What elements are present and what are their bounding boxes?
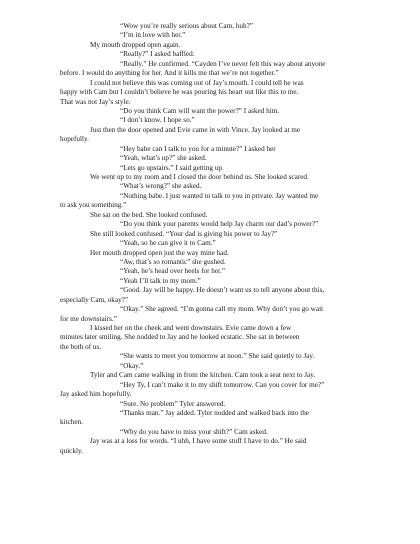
text-line: “Do you think Cam will want the power?” I asked him. [120, 106, 280, 115]
text-line: Jay was at a loss for words. “I uhh, I have some stuff I have to do.” He said [90, 437, 307, 446]
text-line: Tyler and Cam came walking in from the kitchen. Cam took a seat next to Jay. [90, 371, 316, 380]
text-line: “Nothing babe. I just wanted to talk to you in private. Jay wanted me [120, 191, 319, 200]
text-line: before. I would do anything for her. And it kills me that we’re not together.” [60, 69, 279, 78]
text-line: She still looked confused. “Your dad is giving his power to Jay?” [90, 229, 278, 238]
text-line: kitchen. [60, 418, 83, 427]
text-line: to ask you something.” [60, 201, 127, 210]
text-line: “I don’t know. I hope so.” [120, 116, 195, 125]
text-line: “Hey Ty, I can’t make it to my shift tomorrow. Can you cover for me?” [120, 380, 325, 389]
text-line: “Yeah, so he can give it to Cam.” [120, 239, 216, 248]
text-line: “Aw, that’s so romantic” she gushed. [120, 257, 226, 266]
text-line: We went up to my room and I closed the door behind us. She looked scared. [90, 173, 309, 181]
text-line: “Really?” I asked baffled. [120, 50, 195, 59]
text-line: happy with Cam but I couldn’t believe he was pouring his heart out like this to me. [60, 88, 299, 97]
text-line: “Good. Jay will be happy. He doesn’t want us to tell anyone about this, [120, 286, 325, 295]
text-line: “Why do you have to miss your shift?” Cam asked. [120, 427, 268, 436]
text-line: “Okay.” [120, 361, 144, 370]
text-line: quickly. [60, 446, 83, 455]
text-line: “Lets go upstairs.” I said getting up. [120, 163, 224, 172]
text-line: “Do you think your parents would help Jay charm our dad’s power?” [120, 220, 319, 229]
text-line: She sat on the bed. She looked confused. [90, 210, 208, 219]
text-line: “Thanks man.” Jay added. Tyler nodded and walked back into the [120, 408, 309, 417]
text-line: “Really.” He confirmed. “Cayden I’ve never felt this way about anyone [120, 59, 326, 68]
text-line: “Hey babe can I talk to you for a minute?” I asked her [120, 144, 276, 153]
text-line: the both of us. [60, 342, 102, 351]
text-line: “What’s wrong?” she asked. [120, 182, 202, 191]
body-text [60, 22, 376, 456]
text-line: “Sure. No problem” Tyler answered. [120, 399, 226, 408]
text-line: hopefully. [60, 135, 89, 144]
text-line: My mouth dropped open again. [90, 40, 181, 49]
text-line: “Okay.” She agreed. “I’m gonna call my mom. Why don’t you go wait [120, 305, 324, 314]
text-line: “She wants to meet you tomorrow at noon.” She said quietly to Jay. [120, 352, 315, 361]
text-line: especially Cam, okay?” [60, 295, 129, 304]
text-line: “Yeah, what’s up?” she asked. [120, 154, 207, 163]
text-line: That was not Jay’s style. [60, 97, 131, 106]
text-line: “Yeah, he’s head over heels for her.” [120, 267, 226, 276]
text-line: I could not believe this was coming out of Jay’s mouth. I could tell he was [90, 78, 304, 87]
text-line: “Wow you’re really serious about Cam, huh?” [120, 22, 253, 30]
text-line: I kissed her on the cheek and went downstairs. Evie came down a few [90, 324, 292, 332]
text-line: “Yeah I’ll talk to my mom.” [120, 276, 201, 285]
text-line: minutes later smiling. She nodded to Jay and he looked ecstatic. She sat in between [60, 333, 300, 342]
text-line: Just then the door opened and Evie came in with Vince. Jay looked at me [90, 125, 301, 134]
text-line: “I’m in love with her.” [120, 31, 186, 40]
text-line: Jay asked him hopefully. [60, 390, 132, 399]
text-line: for me downstairs.” [60, 314, 117, 323]
text-line: Her mouth dropped open just the way mine had. [90, 248, 229, 257]
